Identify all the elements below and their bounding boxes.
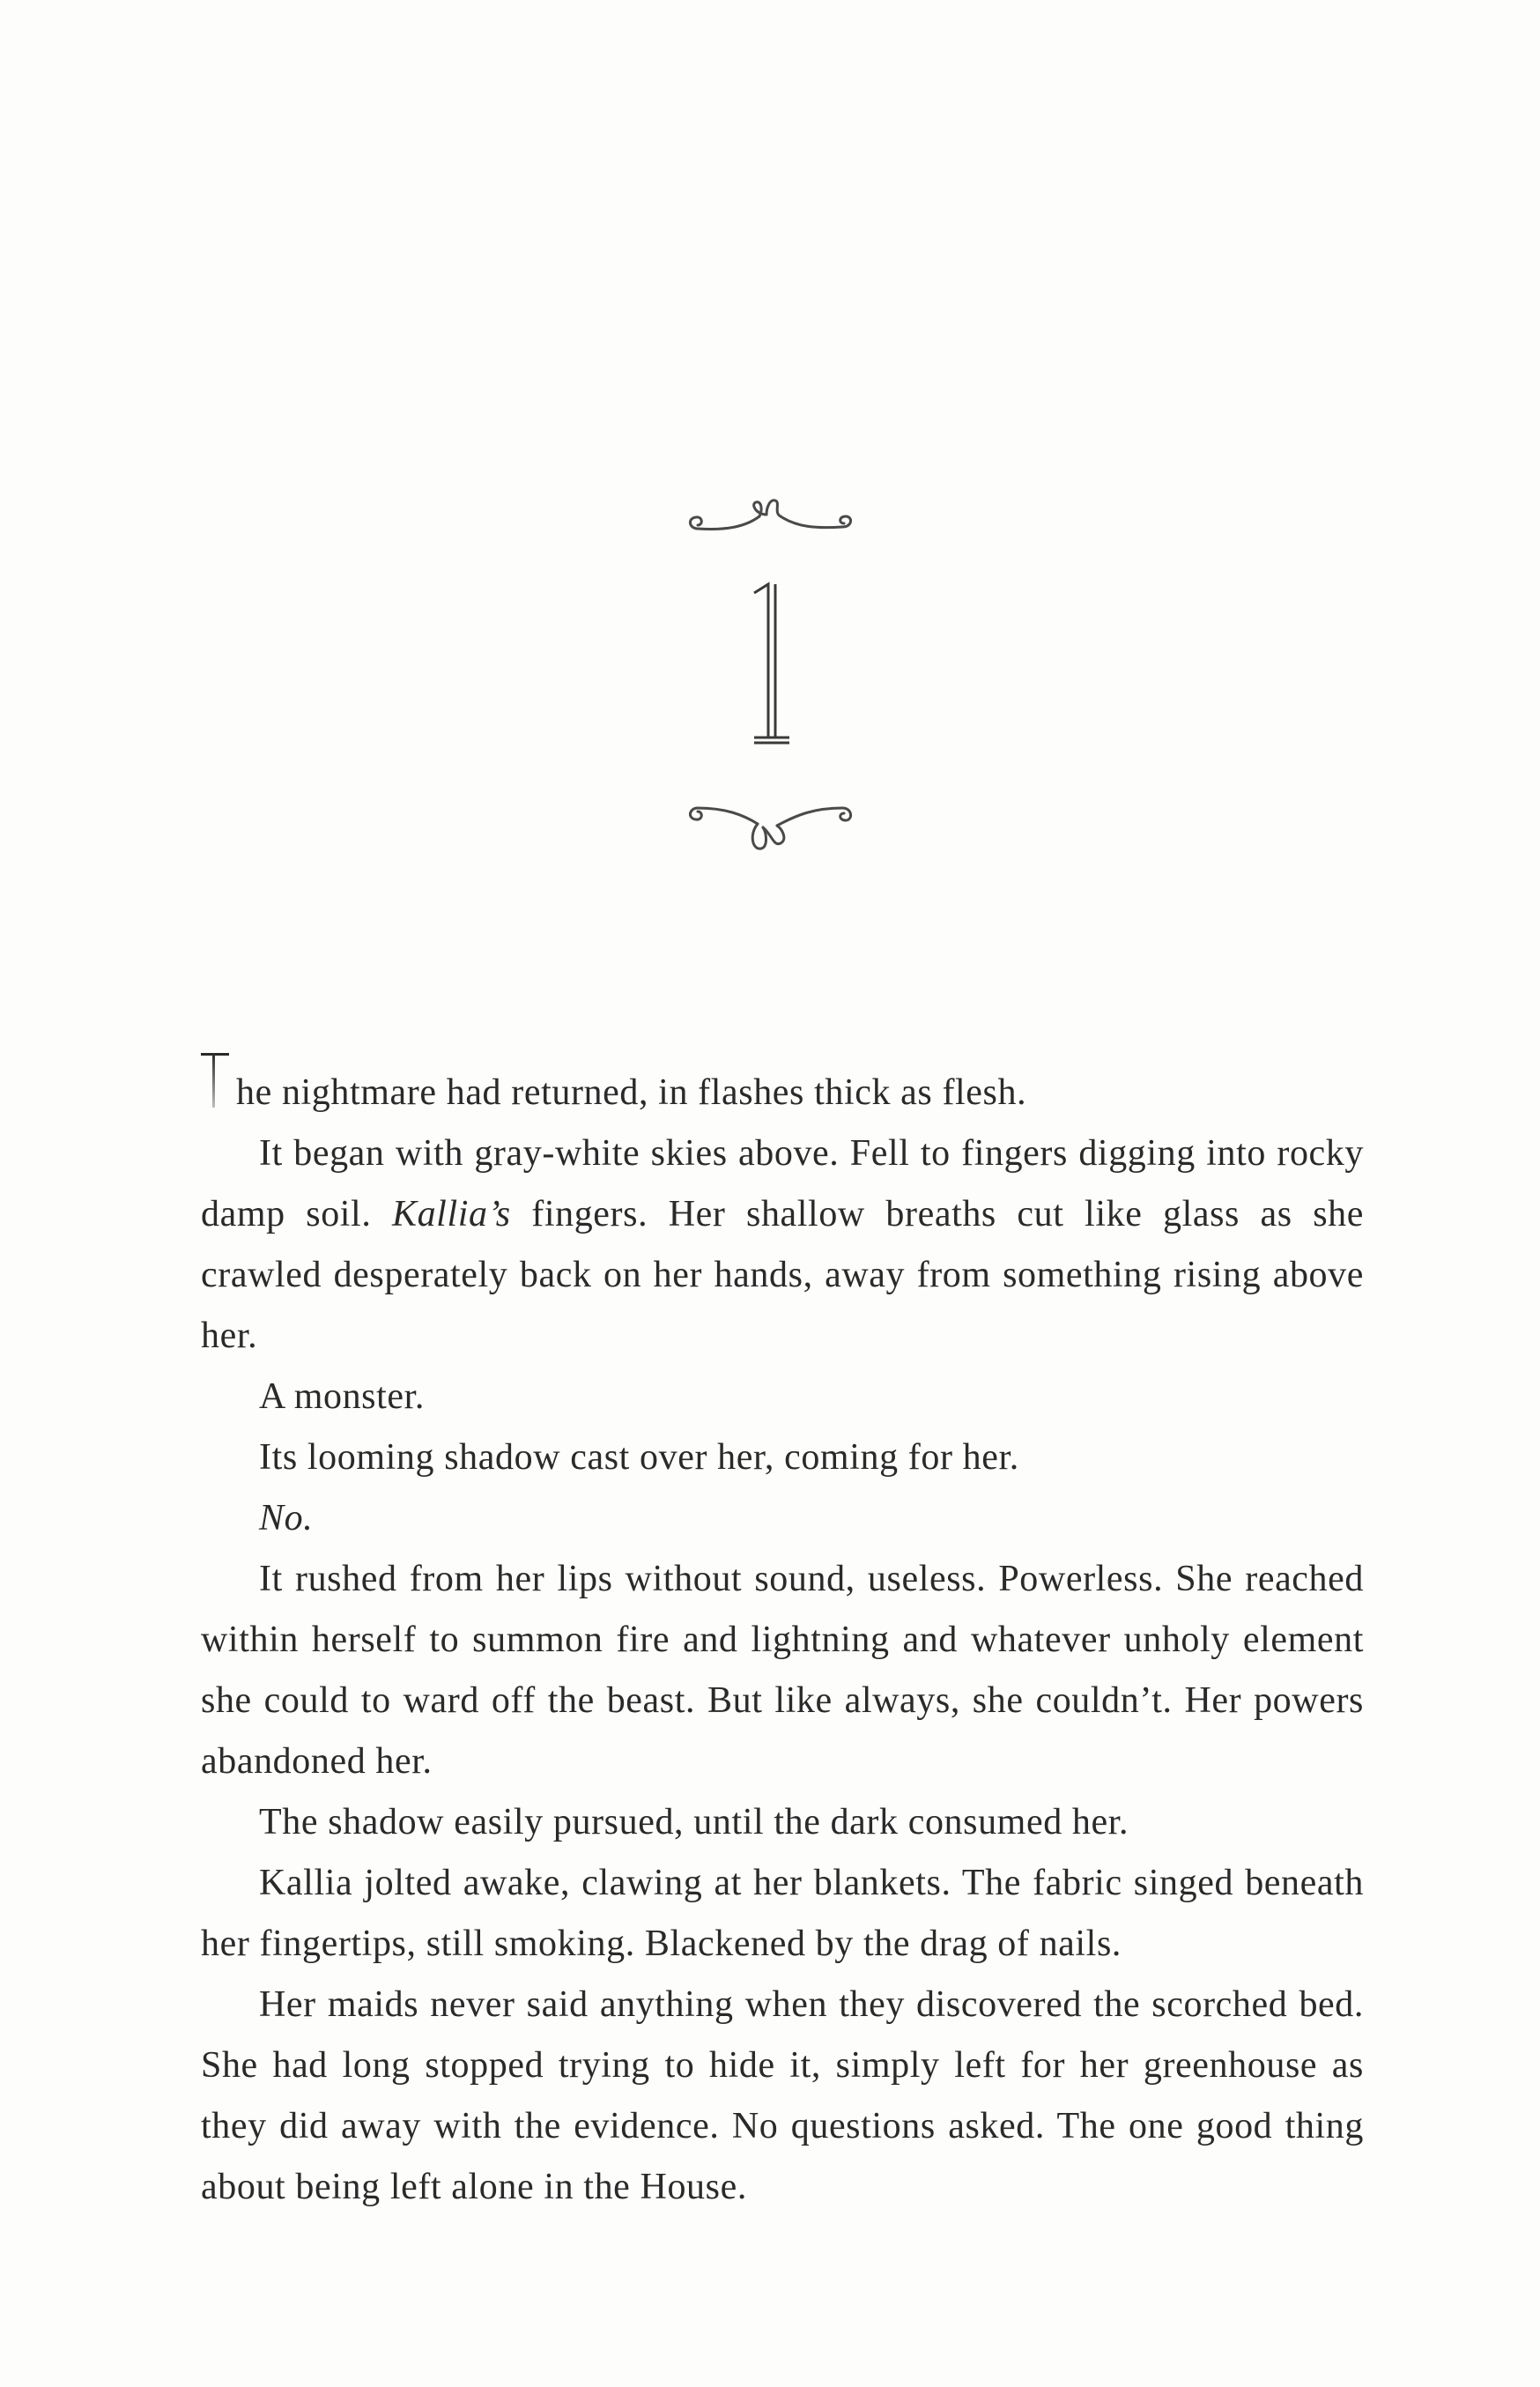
- chapter-number-text: 1: [770, 676, 774, 686]
- paragraph-5: [201, 1488, 1364, 1549]
- paragraph-9: Her maids never said anything when they discovered the scorched bed. She had long stopped trying to hide it, simply left for her greenhouse as they did away with the evidence. No questions asked. The one good thing about being left alone in the House.: [201, 1984, 1364, 2207]
- emphasis-kallias: Kallia’s: [391, 1194, 511, 1234]
- paragraph-4: Its looming shadow cast over her, coming for her.: [259, 1437, 1019, 1478]
- chapter-text: [201, 1053, 1364, 2218]
- paragraph-7: The shadow easily pursued, until the dark consumed her.: [259, 1802, 1129, 1842]
- paragraph-8: Kallia jolted awake, clawing at her blankets. The fabric singed beneath her fingertips, still smoking. Blackened by the drag of nails.: [201, 1863, 1364, 1964]
- paragraph-3: A monster.: [259, 1376, 426, 1417]
- paragraph-6: It rushed from her lips without sound, useless. Powerless. She reached within herself to summon fire and lightning and whatever unholy element she could to ward off the beast. But like always, she couldn’t. Her powers abandoned her.: [201, 1559, 1364, 1782]
- ornament-bottom-icon: [682, 789, 858, 859]
- ornament-top-icon: [682, 476, 858, 546]
- paragraph-1: [201, 1053, 1364, 1123]
- paragraph-1-text: he nightmare had returned, in flashes thick as flesh.: [236, 1072, 1027, 1113]
- chapter-number-numeral: [682, 577, 858, 753]
- paragraph-2: It began with gray-white skies above. Fell to fingers digging into rocky damp soil. Kallia’s fingers. Her shallow breaths cut like glass as she crawled desperately back on her hands, away from something rising above her.: [201, 1133, 1365, 1356]
- emphasis-no: No.: [259, 1498, 314, 1538]
- drop-cap: [201, 1053, 233, 1109]
